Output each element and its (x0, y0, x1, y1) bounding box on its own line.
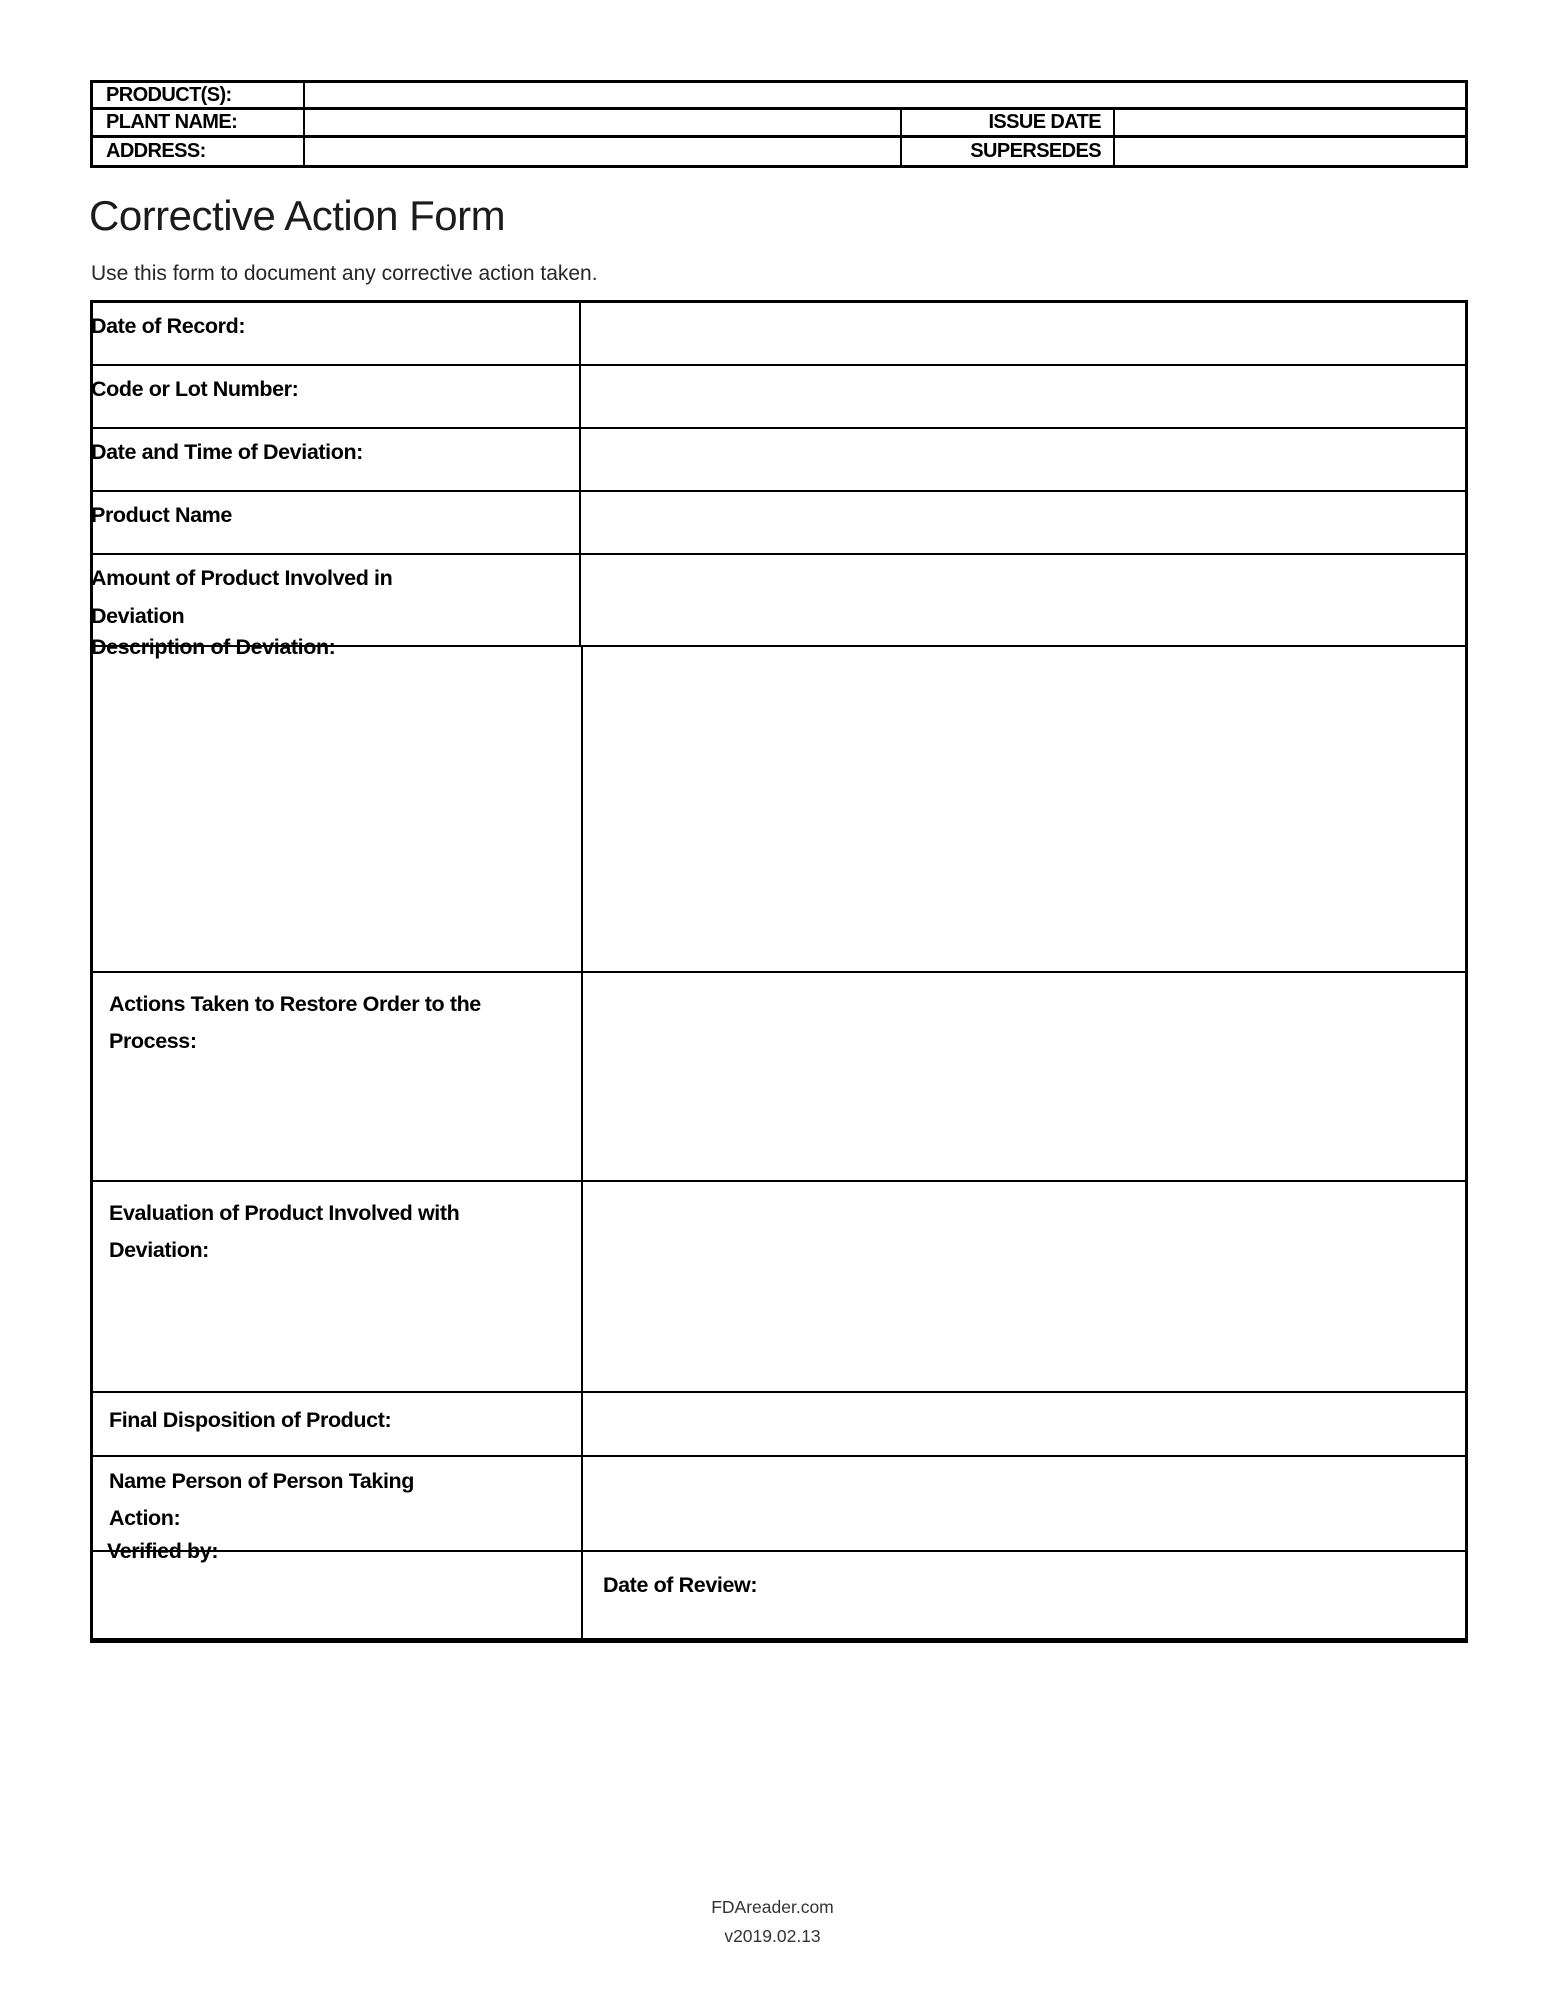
issue-date-label (902, 110, 1115, 137)
code-or-lot-number-value-cell[interactable] (581, 366, 1465, 427)
date-of-record-label: Date of Record: (91, 303, 581, 364)
plant-name-value-cell[interactable] (305, 110, 902, 137)
product-label-text: PRODUCT(S): (106, 83, 232, 106)
person-taking-action-label: Name Person of Person Taking Action: (109, 1469, 415, 1530)
issue-date-label-text: ISSUE DATE (988, 110, 1101, 133)
final-disposition-label: Final Disposition of Product: (93, 1393, 583, 1455)
row-person-taking-action (93, 1457, 1465, 1552)
amount-of-product-value-cell[interactable] (581, 555, 1465, 645)
row-verified-by (93, 1552, 1465, 1640)
final-disposition-value-cell[interactable] (583, 1393, 1465, 1455)
description-of-deviation-left-cell[interactable] (93, 647, 583, 971)
product-value-cell[interactable] (305, 83, 1465, 110)
issue-date-value-cell[interactable] (1115, 110, 1465, 137)
product-label (93, 83, 305, 110)
description-of-deviation-label: Description of Deviation: (91, 635, 336, 659)
row-product-name (93, 492, 1465, 555)
date-of-review-label: Date of Review: (603, 1573, 758, 1597)
row-actions-taken (93, 973, 1465, 1182)
address-label-text: ADDRESS: (106, 139, 206, 162)
date-of-review-cell[interactable] (583, 1552, 1465, 1638)
row-description-of-deviation (93, 647, 1465, 973)
code-or-lot-number-label: Code or Lot Number: (91, 366, 581, 427)
address-label (93, 138, 305, 165)
row-final-disposition (93, 1393, 1465, 1457)
product-name-label: Product Name (91, 492, 581, 553)
date-of-record-value-cell[interactable] (581, 303, 1465, 364)
page-subtitle: Use this form to document any corrective action taken. (91, 262, 598, 285)
address-value-cell[interactable] (305, 138, 902, 165)
description-of-deviation-value-cell[interactable] (583, 647, 1465, 971)
product-name-value-cell[interactable] (581, 492, 1465, 553)
evaluation-of-product-value-cell[interactable] (583, 1182, 1465, 1391)
row-date-of-record (93, 303, 1465, 366)
page-title: Corrective Action Form (89, 192, 506, 239)
actions-taken-label-cell (93, 973, 583, 1180)
header-info-table (90, 80, 1468, 168)
actions-taken-value-cell[interactable] (583, 973, 1465, 1180)
evaluation-of-product-label-cell (93, 1182, 583, 1391)
person-taking-action-value-cell[interactable] (583, 1457, 1465, 1550)
footer-site: FDAreader.com (711, 1897, 834, 1917)
date-time-of-deviation-value-cell[interactable] (581, 429, 1465, 490)
row-date-time-of-deviation (93, 429, 1465, 492)
amount-of-product-label: Amount of Product Involved in Deviation (91, 566, 393, 628)
plant-name-label (93, 110, 305, 137)
date-time-of-deviation-label: Date and Time of Deviation: (91, 429, 581, 490)
actions-taken-label: Actions Taken to Restore Order to the Process: (109, 992, 481, 1053)
row-evaluation-of-product (93, 1182, 1465, 1393)
page-footer (0, 1893, 1545, 1951)
supersedes-label-text: SUPERSEDES (970, 139, 1101, 162)
corrective-action-table (90, 300, 1468, 1643)
plant-name-label-text: PLANT NAME: (106, 110, 238, 133)
evaluation-of-product-label: Evaluation of Product Involved with Deviation: (109, 1201, 460, 1262)
footer-version: v2019.02.13 (724, 1926, 821, 1946)
verified-by-label: Verified by: (107, 1539, 219, 1563)
supersedes-value-cell[interactable] (1115, 138, 1465, 165)
row-code-or-lot-number (93, 366, 1465, 429)
supersedes-label (902, 138, 1115, 165)
